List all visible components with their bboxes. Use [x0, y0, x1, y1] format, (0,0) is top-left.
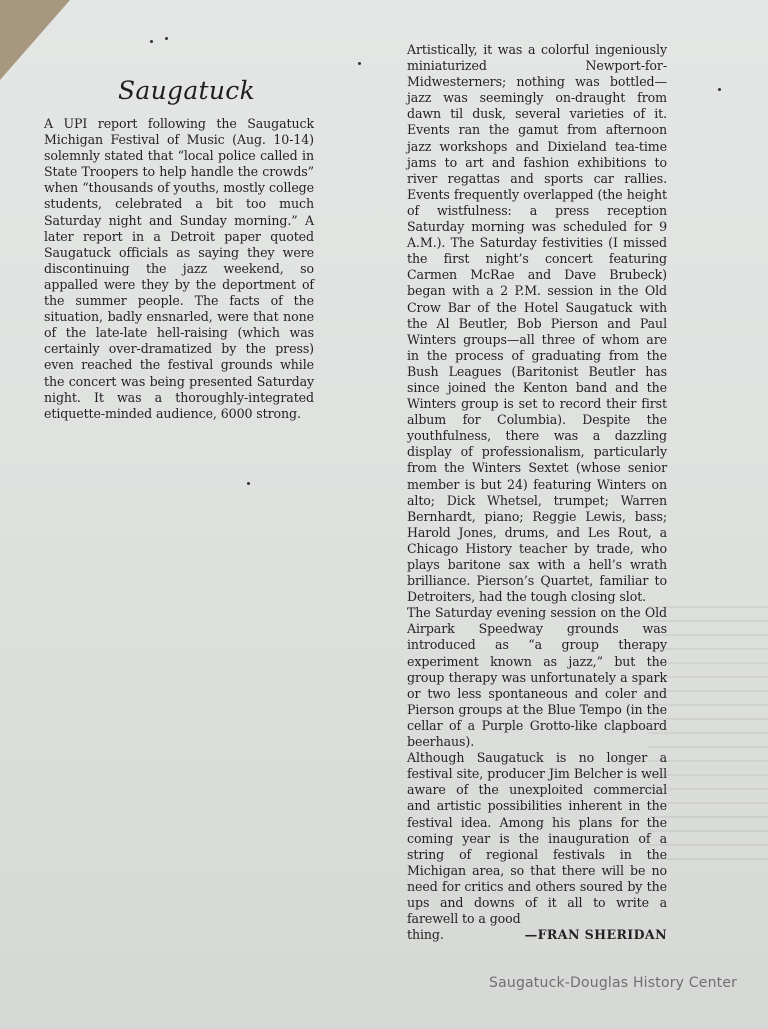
closing-word: thing. [407, 927, 444, 943]
print-speck [247, 482, 250, 485]
print-speck [165, 37, 168, 40]
article-title: Saugatuck [118, 76, 256, 105]
print-speck [718, 88, 721, 91]
print-speck [358, 62, 361, 65]
right-paragraph-2: The Saturday evening session on the Old Airpark Speedway grounds was introduced as “a group therapy experiment known as jazz,” but the group therapy was unfortunately a spark or two less spontaneous and coler and Pierson groups at the Blue Tempo (in the cellar of a Purple Grotto-like clapboard beerhaus). [407, 605, 667, 750]
print-speck [150, 40, 153, 43]
right-paragraph-1: Artistically, it was a colorful ingeniously miniaturized Newport-for-Midwesterners; nothing was bottled—jazz was seemingly on-draught from dawn til dusk, several varieties of it. Events ran the gamut from afternoon jazz workshops and Dixieland tea-time jams to art and fashion exhibitions to river regattas and sports car rallies. Events frequently overlapped (the height of wistfulness: a press reception Saturday morning was scheduled for 9 A.M.). The Saturday festivities (I missed the first night’s concert featuring Carmen McRae and Dave Brubeck) began with a 2 P.M. session in the Old Crow Bar of the Hotel Saugatuck with the Al Beutler, Bob Pierson and Paul Winters groups—all three of whom are in the process of graduating from the Bush Leagues (Baritonist Beutler has since joined the Kenton band and the Winters group is set to record their first album for Columbia). Despite the youthfulness, there was a dazzling display of professionalism, particularly from the Winters Sextet (whose senior member is but 24) featuring Winters on alto; Dick Whetsel, trumpet; Warren Bernhardt, piano; Reggie Lewis, bass; Harold Jones, drums, and Les Rout, a Chicago History teacher by trade, who plays baritone sax with a hell’s wrath brilliance. Pierson’s Quartet, familiar to Detroiters, had the tough closing slot. [407, 42, 667, 605]
byline: —FRAN SHERIDAN [524, 927, 667, 943]
right-column [407, 42, 667, 943]
left-column [44, 116, 314, 422]
watermark: Saugatuck-Douglas History Center [489, 975, 738, 991]
closing-line [407, 927, 667, 943]
right-paragraph-3: Although Saugatuck is no longer a festival site, producer Jim Belcher is well aware of the unexploited commercial and artistic possibilities inherent in the festival idea. Among his plans for the coming year is the inauguration of a string of regional festivals in the Michigan area, so that there will be no need for critics and others soured by the ups and downs of it all to write a farewell to a good [407, 750, 667, 927]
left-paragraph: A UPI report following the Saugatuck Michigan Festival of Music (Aug. 10-14) solemnly stated that “local police called in State Troopers to help handle the crowds” when “thousands of youths, mostly college students, celebrated a bit too much Saturday night and Sunday morning.” A later report in a Detroit paper quoted Saugatuck officials as saying they were discontinuing the jazz weekend, so appalled were they by the deportment of the summer people. The facts of the situation, badly ensnarled, were that none of the late-late hell-raising (which was certainly over-dramatized by the press) even reached the festival grounds while the concert was being presented Saturday night. It was a thoroughly-integrated etiquette-minded audience, 6000 strong. [44, 116, 314, 421]
